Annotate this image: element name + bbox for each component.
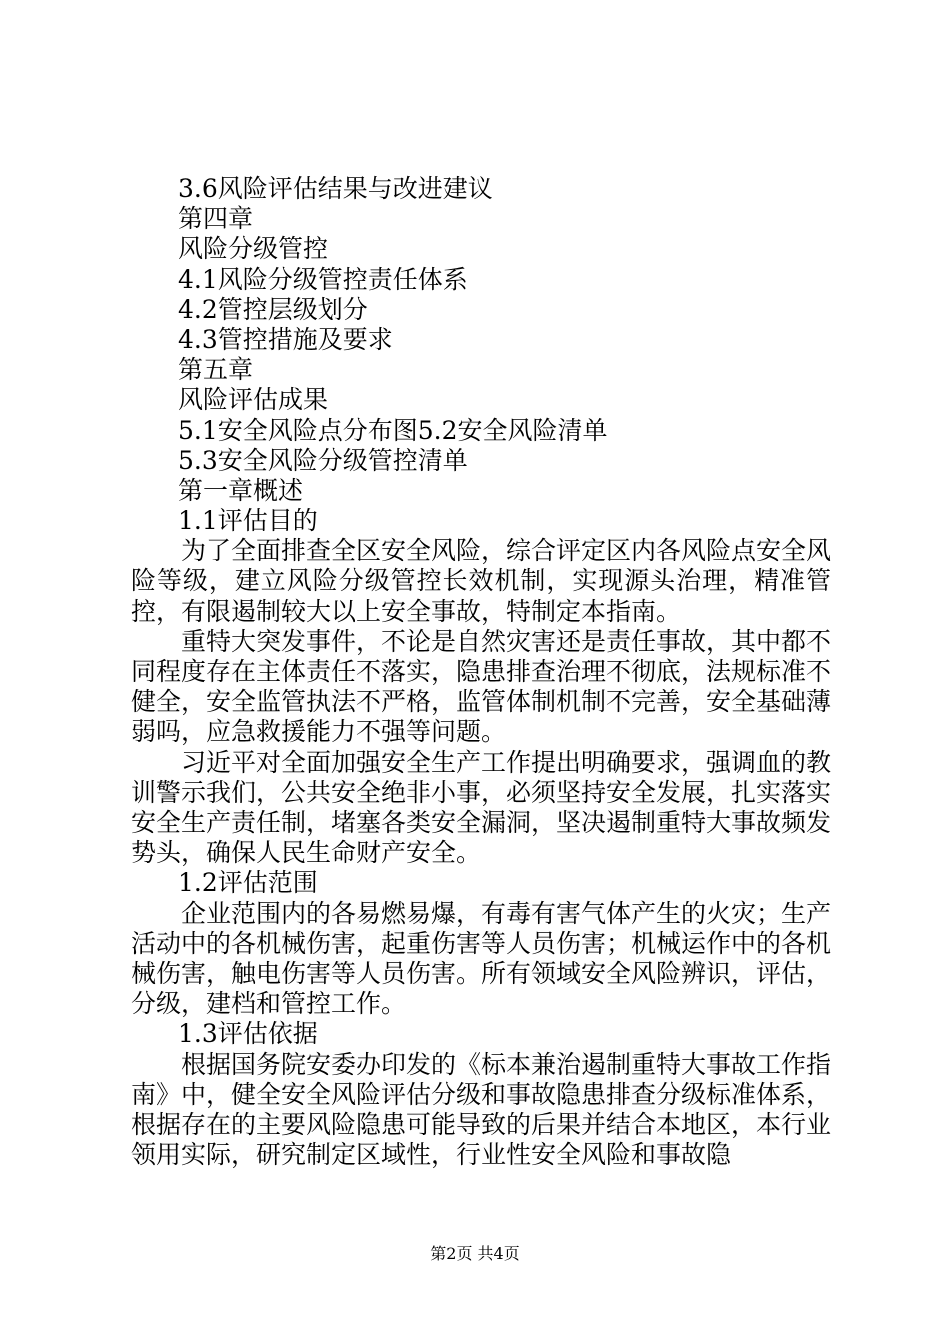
toc-line: 4.1风险分级管控责任体系 [178, 264, 468, 294]
toc-line: 4.3管控措施及要求 [178, 324, 393, 354]
section-heading: 1.3评估依据 [178, 1019, 318, 1049]
body-paragraph: 企业范围内的各易燃易爆，有毒有害气体产生的火灾；生产活动中的各机械伤害，起重伤害等人员伤害；机械运作中的各机械伤害，触电伤害等人员伤害。所有领域安全风险辨识，评估，分级，建档和管控工作。 [131, 898, 832, 1019]
page-footer: 第2页 共4页 [430, 1244, 520, 1263]
toc-line: 第四章 [178, 204, 254, 234]
toc-line: 风险分级管控 [178, 234, 329, 264]
body-paragraph: 重特大突发事件，不论是自然灾害还是责任事故，其中都不同程度存在主体责任不落实，隐患排查治理不彻底，法规标准不健全，安全监管执法不严格，监管体制机制不完善，安全基础薄弱吗，应急救援能力不强等问题。 [131, 626, 832, 747]
toc-line: 风险评估成果 [178, 385, 329, 415]
toc-line: 3.6风险评估结果与改进建议 [178, 174, 493, 203]
body-paragraph: 根据国务院安委办印发的《标本兼治遏制重特大事故工作指南》中，健全安全风险评估分级和事故隐患排查分级标准体系，根据存在的主要风险隐患可能导致的后果并结合本地区，本行业领用实际，研究制定区域性，行业性安全风险和事故隐 [131, 1049, 832, 1170]
section-heading: 1.2评估范围 [178, 868, 318, 898]
chapter-title: 第一章概述 [178, 475, 304, 505]
document-body [131, 174, 831, 1170]
toc-line: 第五章 [178, 355, 254, 385]
body-paragraph: 为了全面排查全区安全风险，综合评定区内各风险点安全风险等级，建立风险分级管控长效机制，实现源头治理，精准管控，有限遏制较大以上安全事故，特制定本指南。 [131, 536, 832, 626]
toc-line: 5.3安全风险分级管控清单 [178, 445, 468, 475]
toc-line: 4.2管控层级划分 [178, 294, 368, 324]
section-heading: 1.1评估目的 [178, 506, 318, 536]
body-paragraph: 习近平对全面加强安全生产工作提出明确要求，强调血的教训警示我们，公共安全绝非小事，必须坚持安全发展，扎实落实安全生产责任制，堵塞各类安全漏洞，坚决遏制重特大事故频发势头，确保人民生命财产安全。 [131, 747, 832, 868]
toc-line: 5.1安全风险点分布图5.2安全风险清单 [178, 415, 608, 445]
